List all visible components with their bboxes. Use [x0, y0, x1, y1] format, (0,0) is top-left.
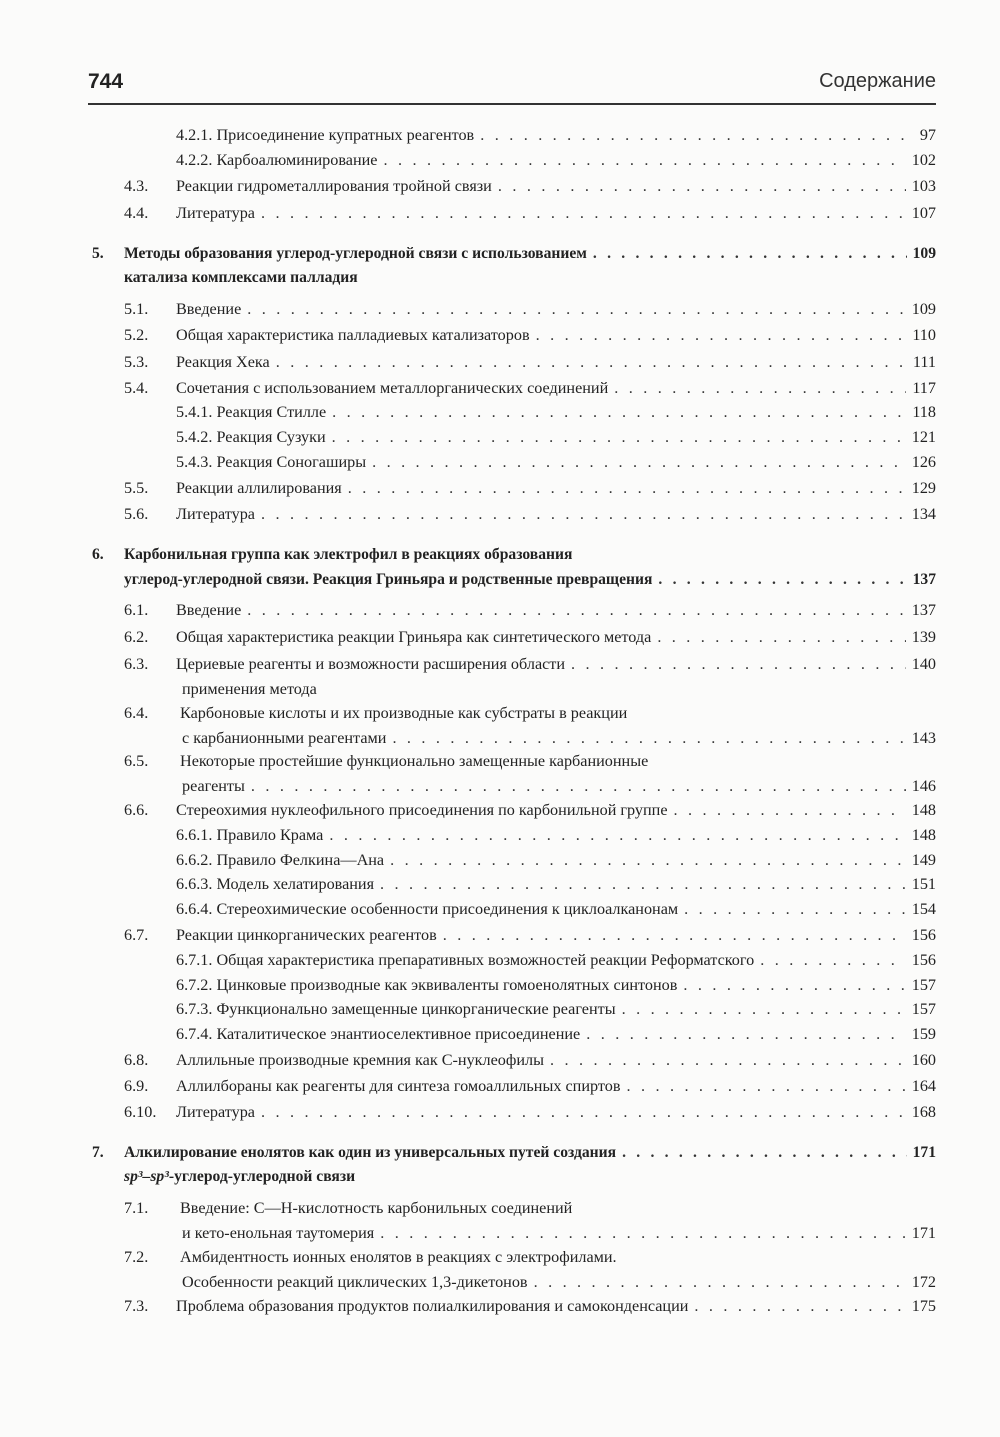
dot-leader — [586, 1024, 905, 1044]
dot-leader — [261, 504, 906, 524]
toc-entry-number: 4.2.1. — [176, 126, 213, 144]
toc-entry-number: 6.3. — [124, 655, 149, 673]
toc-entry-title: Сочетания с использованием металлорганических соединений — [176, 379, 609, 397]
dot-leader — [683, 975, 905, 995]
dot-leader — [261, 203, 906, 223]
toc-entry-page: 156 — [911, 951, 936, 969]
toc-entry-text: Модель хелатирования — [216, 875, 375, 893]
toc-entry-number: 7.2. — [124, 1248, 149, 1266]
toc-entry-page: 137 — [912, 571, 936, 588]
toc-entry[interactable] — [0, 452, 1000, 472]
toc-entry[interactable] — [0, 600, 1000, 620]
toc-entry-title: Реакции аллилирования — [176, 479, 342, 497]
toc-entry-page: 117 — [912, 379, 936, 397]
toc-entry-number: 6.7.3. — [176, 1000, 213, 1018]
toc-entry[interactable] — [0, 203, 1000, 223]
toc-entry-title — [176, 825, 329, 845]
toc-entry-number: 7. — [92, 1144, 104, 1161]
toc-entry-title — [176, 850, 390, 870]
toc-entry-page: 172 — [911, 1273, 936, 1291]
toc-entry-title: Аллильные производные кремния как C-нуклеофилы — [176, 1051, 545, 1069]
toc-entry-title — [176, 150, 384, 170]
toc-entry-page: 102 — [911, 151, 936, 169]
toc-entry-title: Аллилбораны как реагенты для синтеза гомоаллильных спиртов — [176, 1077, 621, 1095]
toc-entry-page: 97 — [919, 126, 936, 144]
toc-entry-page: 139 — [911, 628, 936, 646]
dot-leader — [626, 1076, 905, 1096]
toc-entry-number: 5.6. — [124, 505, 149, 523]
dot-leader — [480, 125, 914, 145]
toc-entry-title — [176, 452, 372, 472]
dot-leader — [658, 570, 906, 590]
toc-entry-page: 171 — [912, 1144, 936, 1161]
toc-entry-continuation-text: катализа комплексами палладия — [124, 269, 358, 286]
dot-leader — [622, 1143, 907, 1163]
toc-entry[interactable] — [0, 125, 1000, 145]
toc-entry-text: Общая характеристика препаративных возможностей реакции Реформатского — [216, 951, 755, 969]
toc-entry[interactable] — [0, 244, 1000, 286]
dot-leader — [593, 244, 907, 264]
toc-entry-page: 164 — [911, 1077, 936, 1095]
dot-leader — [372, 452, 906, 472]
toc-entry[interactable] — [0, 427, 1000, 447]
toc-entry-page: 111 — [912, 353, 936, 371]
toc-entry-continuation — [182, 679, 317, 699]
toc-entry-continuation — [124, 1167, 355, 1187]
toc-entry[interactable] — [0, 899, 1000, 919]
toc-entry-page: 134 — [911, 505, 936, 523]
toc-entry-text: Правило Крама — [216, 826, 324, 844]
toc-entry-continuation-text: -углерод-углеродной связи — [168, 1168, 356, 1185]
toc-entry-title: Стереохимия нуклеофильного присоединения по карбонильной группе — [176, 801, 668, 819]
toc-entry-page: 160 — [911, 1051, 936, 1069]
toc-entry[interactable] — [0, 1247, 1000, 1291]
toc-entry-page: 143 — [911, 729, 936, 747]
toc-entry-number: 6.9. — [124, 1077, 149, 1095]
toc-entry-title: Литература — [176, 1103, 255, 1121]
dot-leader — [674, 800, 906, 820]
toc-entry-number: 5.4.3. — [176, 453, 213, 471]
dot-leader — [380, 874, 906, 894]
toc-entry-number: 6.7. — [124, 926, 149, 944]
page-number: 744 — [88, 70, 124, 93]
toc-entry-title — [176, 125, 480, 145]
toc-entry[interactable] — [0, 1198, 1000, 1242]
toc-entry-page: 110 — [912, 326, 936, 344]
toc-entry-number: 6.6.2. — [176, 851, 213, 869]
toc-entry-title — [176, 874, 380, 894]
toc-entry-page: 109 — [912, 245, 936, 262]
toc-entry-title: Проблема образования продуктов полиалкилирования и самоконденсации — [176, 1297, 689, 1315]
toc-entry-number: 4.3. — [124, 177, 149, 195]
toc-entry-page: 156 — [911, 926, 936, 944]
toc-entry-title: Методы образования углерод-углеродной связи с использованием — [124, 245, 587, 262]
toc-entry-number: 6.6.4. — [176, 900, 213, 918]
dot-leader — [694, 1296, 905, 1316]
toc-entry[interactable] — [0, 1024, 1000, 1044]
toc-entry[interactable] — [0, 402, 1000, 422]
toc-entry-title: Алкилирование енолятов как один из универсальных путей создания — [124, 1144, 617, 1161]
toc-entry-title: Введение — [176, 300, 242, 318]
toc-entry[interactable] — [0, 800, 1000, 820]
dot-leader — [329, 825, 905, 845]
toc-entry[interactable] — [0, 825, 1000, 845]
toc-entry-number: 5. — [92, 245, 104, 262]
dot-leader — [247, 600, 905, 620]
toc-entry-number: 7.3. — [124, 1297, 149, 1315]
toc-entry-number: 6.5. — [124, 752, 149, 770]
toc-entry-number: 5.4.1. — [176, 403, 213, 421]
dot-leader — [622, 999, 906, 1019]
toc-entry-page: 148 — [911, 801, 936, 819]
dot-leader — [657, 627, 905, 647]
toc-entry-number: 5.2. — [124, 326, 149, 344]
dot-leader — [261, 1102, 906, 1122]
toc-entry[interactable] — [0, 627, 1000, 647]
toc-entry-text: Цинковые производные как эквиваленты гомоенолятных синтонов — [216, 976, 678, 994]
toc-entry[interactable] — [0, 504, 1000, 524]
toc-entry-number: 6. — [92, 546, 104, 563]
toc-entry-number: 7.1. — [124, 1199, 149, 1217]
toc-entry-number: 5.3. — [124, 353, 149, 371]
toc-entry-page: 103 — [911, 177, 936, 195]
toc-entry-number: 5.1. — [124, 300, 149, 318]
toc-entry-page: 121 — [911, 428, 936, 446]
toc-entry-page: 154 — [911, 900, 936, 918]
toc-entry[interactable] — [0, 1143, 1000, 1185]
toc-entry-text: Реакция Стилле — [216, 403, 327, 421]
toc-entry[interactable] — [0, 478, 1000, 498]
dot-leader — [550, 1050, 906, 1070]
toc-entry[interactable] — [0, 1050, 1000, 1070]
toc-entry-title: и кето-енольная таутомерия — [182, 1224, 375, 1242]
dot-leader — [276, 352, 907, 372]
toc-entry-page: 159 — [911, 1025, 936, 1043]
toc-entry-page: 109 — [911, 300, 936, 318]
dot-leader — [498, 176, 906, 196]
toc-entry-number: 6.1. — [124, 601, 149, 619]
dot-leader — [684, 899, 906, 919]
toc-entry-text-line1: Введение: C—H-кислотность карбонильных соединений — [180, 1199, 573, 1217]
dot-leader — [380, 1223, 905, 1243]
toc-entry-text: Правило Фелкина—Ана — [216, 851, 385, 869]
toc-entry[interactable] — [0, 703, 1000, 747]
toc-entry-page: 140 — [911, 655, 936, 673]
toc-entry-number: 6.7.4. — [176, 1025, 213, 1043]
toc-entry-page: 149 — [911, 851, 936, 869]
toc-entry-page: 146 — [911, 777, 936, 795]
toc-entry-page: 157 — [911, 1000, 936, 1018]
toc-entry-title: Общая характеристика палладиевых катализаторов — [176, 326, 530, 344]
toc-entry[interactable] — [0, 751, 1000, 795]
toc-entry-page: 168 — [911, 1103, 936, 1121]
toc-entry-number: 6.6.3. — [176, 875, 213, 893]
toc-entry-text-line1: Некоторые простейшие функционально замещенные карбанионные — [180, 752, 649, 770]
toc-entry-text: Функционально замещенные цинкорганические реагенты — [216, 1000, 616, 1018]
toc-entry[interactable] — [0, 150, 1000, 170]
toc-entry-title: Литература — [176, 204, 255, 222]
toc-entry-continuation-text: применения метода — [182, 680, 317, 698]
toc-entry-text: Стереохимические особенности присоединения к циклоалканонам — [216, 900, 679, 918]
toc-entry-title — [176, 999, 622, 1019]
toc-entry-number: 4.4. — [124, 204, 149, 222]
dot-leader — [332, 427, 906, 447]
toc-entry-page: 126 — [911, 453, 936, 471]
dot-leader — [247, 299, 905, 319]
dot-leader — [571, 654, 906, 674]
toc-entry-number: 6.4. — [124, 704, 149, 722]
toc-entry-text: Реакция Соногаширы — [216, 453, 367, 471]
toc-entry-text: Присоединение купратных реагентов — [216, 126, 475, 144]
dot-leader — [392, 728, 905, 748]
toc-entry[interactable] — [0, 874, 1000, 894]
toc-entry-text-line1: Карбонильная группа как электрофил в реакциях образования — [124, 546, 573, 563]
toc-entry-number: 6.6. — [124, 801, 149, 819]
toc-entry[interactable] — [0, 975, 1000, 995]
dot-leader — [390, 850, 906, 870]
toc-entry-page: 118 — [912, 403, 936, 421]
toc-entry-page: 107 — [911, 204, 936, 222]
toc-entry-page: 175 — [911, 1297, 936, 1315]
toc-entry-number: 6.2. — [124, 628, 149, 646]
toc-entry-text: Реакция Сузуки — [216, 428, 326, 446]
toc-entry[interactable] — [0, 1296, 1000, 1316]
toc-entry-number: 6.7.1. — [176, 951, 213, 969]
toc-entry-title: Общая характеристика реакции Гриньяра как синтетического метода — [176, 628, 652, 646]
toc-entry-title — [176, 975, 683, 995]
toc-entry-page: 171 — [911, 1224, 936, 1242]
toc-entry-page: 137 — [911, 601, 936, 619]
toc-entry-title — [176, 950, 760, 970]
dot-leader — [332, 402, 906, 422]
toc-entry-page: 151 — [911, 875, 936, 893]
toc-entry-number: 6.10. — [124, 1103, 157, 1121]
formula-prefix: sp³–sp³ — [124, 1168, 169, 1185]
toc-entry-title: Реакция Хека — [176, 353, 270, 371]
toc-entry-page: 148 — [911, 826, 936, 844]
toc-entry-title: Литература — [176, 505, 255, 523]
toc-entry-page: 157 — [911, 976, 936, 994]
dot-leader — [536, 325, 907, 345]
toc-entry-title: Реакции цинкорганических реагентов — [176, 926, 437, 944]
toc-entry-number: 6.8. — [124, 1051, 149, 1069]
toc-entry[interactable] — [0, 999, 1000, 1019]
toc-entry-title: реагенты — [182, 777, 245, 795]
toc-entry[interactable] — [0, 378, 1000, 398]
running-title: Содержание — [819, 70, 936, 92]
toc-entry-title: Реакции гидрометаллирования тройной связи — [176, 177, 492, 195]
toc-entry[interactable] — [0, 545, 1000, 588]
dot-leader — [443, 925, 906, 945]
toc-entry-continuation — [124, 268, 358, 288]
toc-entry[interactable] — [0, 325, 1000, 345]
toc-entry-text: Каталитическое энантиоселективное присоединение — [216, 1025, 581, 1043]
toc-entry-title — [176, 1024, 586, 1044]
toc-entry-title: Введение — [176, 601, 242, 619]
toc-entry[interactable] — [0, 299, 1000, 319]
toc-entry-title: Цериевые реагенты и возможности расширения области — [176, 655, 566, 673]
toc-entry[interactable] — [0, 925, 1000, 945]
toc-entry-title — [176, 427, 332, 447]
toc-entry-text-line1: Амбидентность ионных енолятов в реакциях с электрофилами. — [180, 1248, 617, 1266]
toc-entry-text-line1: Карбоновые кислоты и их производные как субстраты в реакции — [180, 704, 628, 722]
toc-entry-number: 5.4. — [124, 379, 149, 397]
toc-entry[interactable] — [0, 1102, 1000, 1122]
toc-entry[interactable] — [0, 654, 1000, 698]
toc-entry[interactable] — [0, 850, 1000, 870]
toc-entry-title: с карбанионными реагентами — [182, 729, 387, 747]
toc-entry-number: 4.2.2. — [176, 151, 213, 169]
toc-entry-number: 6.7.2. — [176, 976, 213, 994]
toc-entry-text: Карбоалюминирование — [216, 151, 378, 169]
toc-entry[interactable] — [0, 352, 1000, 372]
toc-entry-title — [176, 402, 332, 422]
toc-entry-title: Особенности реакций циклических 1,3-дикетонов — [182, 1273, 528, 1291]
dot-leader — [760, 950, 905, 970]
dot-leader — [384, 150, 906, 170]
toc-entry[interactable] — [0, 950, 1000, 970]
toc-entry-number: 5.4.2. — [176, 428, 213, 446]
toc-entry-page: 129 — [911, 479, 936, 497]
toc-entry-title: углерод-углеродной связи. Реакция Гриньяра и родственные превращения — [124, 571, 653, 588]
dot-leader — [614, 378, 906, 398]
toc-entry[interactable] — [0, 1076, 1000, 1096]
toc-entry-number: 6.6.1. — [176, 826, 213, 844]
dot-leader — [534, 1272, 906, 1292]
toc-entry[interactable] — [0, 176, 1000, 196]
dot-leader — [348, 478, 906, 498]
toc-entry-number: 5.5. — [124, 479, 149, 497]
toc-entry-title — [176, 899, 684, 919]
dot-leader — [251, 776, 906, 796]
